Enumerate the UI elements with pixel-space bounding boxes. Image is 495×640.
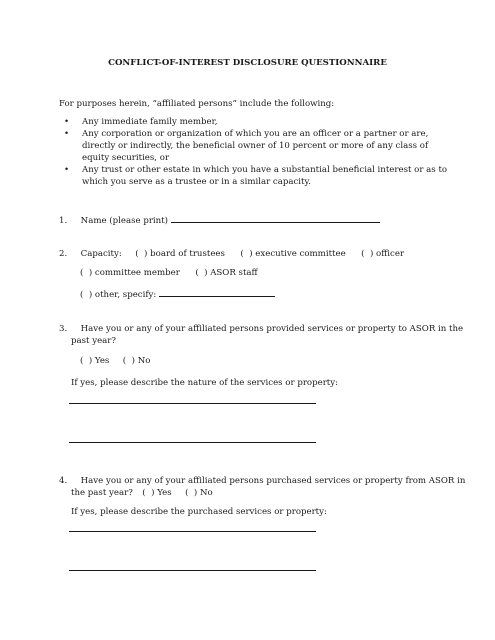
option-board-of-trustees: board of trustees	[150, 249, 225, 259]
question-number: 4.	[59, 476, 68, 486]
option-other: other, specify:	[94, 290, 157, 300]
yes-label: Yes	[94, 356, 110, 366]
services-description-line-2[interactable]	[69, 442, 316, 443]
list-item-text: Any corporation or organization of which you are an officer or a partner or are, directly or indirectly, the beneficial owner of 10 percent or more of any class of equity securities, or	[82, 129, 429, 163]
option-asor-staff: ASOR staff	[210, 268, 258, 278]
question-number: 3.	[59, 324, 68, 334]
page-title: CONFLICT-OF-INTEREST DISCLOSURE QUESTIONNAIRE	[108, 58, 387, 68]
checkbox-yes[interactable]: ( )	[80, 356, 93, 366]
checkbox-other[interactable]: ( )	[80, 290, 93, 300]
checkbox-board-of-trustees[interactable]: ( )	[135, 249, 148, 259]
checkbox-yes[interactable]: ( )	[142, 488, 155, 498]
list-item	[64, 128, 454, 164]
list-item	[64, 164, 454, 188]
question-4-text-continued	[71, 487, 213, 499]
purchased-description-line-2[interactable]	[69, 570, 316, 571]
bullet-icon: •	[64, 129, 70, 139]
affiliated-persons-list	[64, 116, 454, 188]
capacity-label: Capacity:	[80, 249, 122, 259]
question-3-text: Have you or any of your affiliated persons provided services or property to ASOR in the	[80, 324, 464, 334]
question-3-text-continued: past year?	[71, 336, 116, 346]
purchased-description-line-1[interactable]	[69, 531, 316, 532]
bullet-icon: •	[64, 165, 70, 175]
option-committee-member: committee member	[94, 268, 180, 278]
option-executive-committee: executive committee	[255, 249, 346, 259]
checkbox-committee-member[interactable]: ( )	[80, 268, 93, 278]
checkbox-asor-staff[interactable]: ( )	[195, 268, 208, 278]
question-3	[59, 323, 463, 335]
question-3-answers	[80, 355, 150, 367]
intro-text: For purposes herein, “affiliated persons” include the following:	[59, 99, 335, 109]
question-number: 2.	[59, 249, 68, 259]
other-specify-field[interactable]	[159, 287, 275, 297]
name-field[interactable]	[171, 213, 380, 223]
list-item	[64, 116, 454, 128]
list-item-text: Any immediate family member,	[82, 117, 218, 127]
list-item-text: Any trust or other estate in which you have a substantial beneficial interest or as to which you serve as a trustee or in a similar capacity.	[82, 165, 448, 187]
name-label: Name (please print)	[80, 216, 169, 226]
question-2	[59, 248, 404, 260]
question-4-text: Have you or any of your affiliated persons purchased services or property from ASOR in	[80, 476, 466, 486]
question-2-row-3	[80, 287, 275, 301]
yes-label: Yes	[157, 488, 172, 498]
no-label: No	[137, 356, 151, 366]
checkbox-no[interactable]: ( )	[122, 356, 135, 366]
question-4	[59, 475, 465, 487]
checkbox-officer[interactable]: ( )	[361, 249, 374, 259]
checkbox-no[interactable]: ( )	[185, 488, 198, 498]
services-description-line-1[interactable]	[69, 403, 316, 404]
question-4-text-line-2: the past year?	[71, 488, 133, 498]
checkbox-executive-committee[interactable]: ( )	[240, 249, 253, 259]
question-4-followup: If yes, please describe the purchased services or property:	[71, 507, 327, 517]
question-2-row-2	[80, 267, 258, 279]
question-1	[59, 213, 380, 227]
bullet-icon: •	[64, 117, 70, 127]
question-number: 1.	[59, 216, 68, 226]
no-label: No	[199, 488, 213, 498]
question-3-followup: If yes, please describe the nature of the services or property:	[71, 378, 339, 388]
option-officer: officer	[376, 249, 405, 259]
